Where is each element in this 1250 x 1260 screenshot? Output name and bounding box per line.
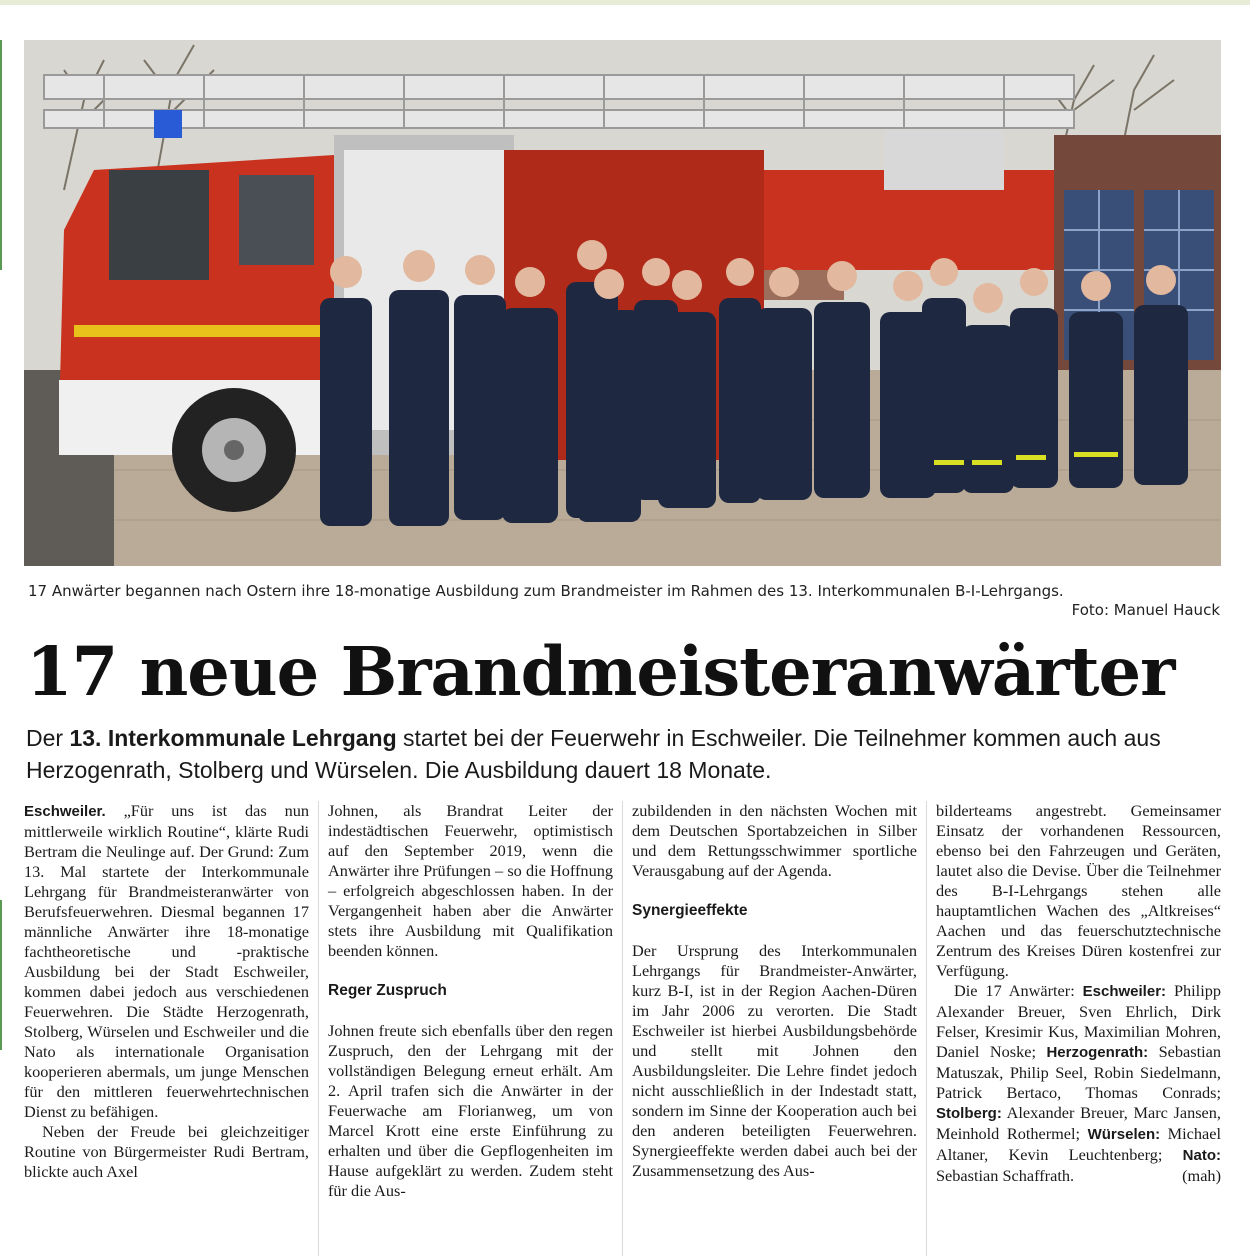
names-stolberg: Alexander Breuer, Marc Jansen, Meinhold Rothermel; [936,1103,1221,1143]
article-body [24,801,1224,1256]
column-3-paragraph-2: Der Ursprung des Interkommunalen Lehrgangs für Brandmeister-Anwärter, kurz B-I, ist in der Region Aachen-Düren im Jahr 2006 zu verorten. Die Stadt Eschweiler ist hierbei Ausbildungsbehörde und stellt mit Johnen den Ausbildungsleiter. Die Lehre findet jedoch nicht ausschließlich in der Indestadt statt, sondern im Sinne der Kooperation auch bei den anderen beteiligten Feuerwehren. Synergieeffekte werden dabei auch bei der Zusammensetzung des Aus- [632,941,917,1180]
headline: 17 neue Brandmeisteranwärter [26,632,1175,711]
photo-caption: 17 Anwärter begannen nach Ostern ihre 18-monatige Ausbildung zum Brandmeister im Rahmen des 13. Interkommunalen B-I-Lehrgangs. [28,582,1064,600]
column-divider-1 [318,801,319,1256]
participant-list [936,981,1221,1186]
city-wuerselen: Würselen: [1087,1126,1161,1143]
lead-text-bold: 13. Interkommunale Lehrgang [69,725,397,751]
column-3-spacer-2 [632,921,917,941]
participant-intro: Die 17 Anwärter: [954,981,1083,1000]
author-initials: (mah) [1182,1166,1221,1185]
column-1-paragraph-2: Neben der Freude bei gleichzeitiger Routine von Bürgermeister Rudi Bertram, blickte auch Axel [24,1122,309,1181]
column-1-text-1: „Für uns ist das nun mittlerweile wirklich Routine“, klärte Rudi Bertram die Neulinge auf. Der Grund: Zum 13. Mal startete der Interkommunale Lehrgang für Brandmeisteranwärter von Berufsfeuerwehren. Diesmal begannen 17 männliche Anwärter ihre 18-monatige fachtheoretische und -praktische Ausbildung bei der Stadt Eschweiler, kommen dabei jedoch aus verschiedenen Feuerwehren. Die Städte Herzogenrath, Stolberg, Würselen und Eschweiler und die Nato als internationale Organisation kooperieren abermals, um junge Menschen für den mittleren feuerwehrtechnischen Dienst zu befähigen. [24,801,309,1121]
column-1-paragraph-1 [24,801,309,1122]
city-stolberg: Stolberg: [936,1105,1002,1122]
column-4 [936,801,1221,1186]
org-nato: Nato: [1182,1147,1221,1164]
lead-paragraph [26,722,1226,786]
city-herzogenrath: Herzogenrath: [1046,1044,1149,1061]
left-accent-line [0,40,2,270]
lead-text-start: Der [26,725,70,751]
column-3-spacer-1 [632,881,917,901]
news-photo-illustration [24,40,1221,566]
news-photo [24,40,1221,566]
page-top-rule [0,0,1250,5]
names-herzogenrath: Sebastian Matuszak, Philip Seel, Robin Siedelmann, Patrick Bertaco, Thomas Conrads; [936,1042,1221,1102]
column-2 [328,801,613,1201]
column-divider-3 [926,801,927,1256]
subheading-synergieeffekte: Synergieeffekte [632,902,748,919]
names-eschweiler: Philipp Alexander Breuer, Sven Ehrlich, Dirk Felser, Kresimir Kus, Maximilian Mohren, Daniel Noske; [936,981,1221,1061]
column-1 [24,801,309,1182]
names-wuerselen: Michael Altaner, Kevin Leuchtenberg; [936,1124,1221,1164]
column-2-spacer-2 [328,1001,613,1021]
column-divider-2 [622,801,623,1256]
city-eschweiler: Eschweiler: [1082,983,1167,1000]
subheading-reger-zuspruch: Reger Zuspruch [328,982,447,999]
dateline: Eschweiler. [24,803,106,820]
column-4-paragraph-1: bilderteams angestrebt. Gemeinsamer Einsatz der vorhandenen Ressourcen, ebenso bei den Fahrzeugen und Geräten, lautet also die Devise. Über die Teilnehmer des B-I-Lehrgangs stehen alle hauptamtlichen Wachen des „Altkreises“ Aachen und das feuerschutztechnische Zentrum des Kreises Düren kostenfrei zur Verfügung. [936,801,1221,980]
photo-credit: Foto: Manuel Hauck [1071,601,1220,619]
column-3 [632,801,917,1181]
column-3-paragraph-1: zubildenden in den nächsten Wochen mit dem Deutschen Sportabzeichen in Silber und dem Rettungsschwimmer sportliche Verausgabung auf der Agenda. [632,801,917,880]
column-2-paragraph-2: Johnen freute sich ebenfalls über den regen Zuspruch, den der Lehrgang mit der vollständigen Belegung erneut erhält. Am 2. April trafen sich die Anwärter in der Feuerwache am Florianweg, um von Marcel Krott eine erste Einführung zu erhalten und über die Gepflogenheiten im Hause aufgeklärt zu werden. Zudem steht für die Aus- [328,1021,613,1200]
column-2-spacer-1 [328,961,613,981]
left-accent-line-lower [0,900,2,1050]
names-nato: Sebastian Schaffrath. [936,1166,1075,1185]
column-2-paragraph-1: Johnen, als Brandrat Leiter der indestädtischen Feuerwehr, optimistisch auf den September 2019, wenn die Anwärter ihre Prüfungen – so die Hoffnung – erfolgreich abgeschlossen haben. In der Vergangenheit haben aber die Anwärter stets ihre Ausbildung mit Qualifikation beenden können. [328,801,613,960]
lead-text-end: startet bei der Feuerwehr in Eschweiler. Die Teilnehmer kommen auch aus Herzogenrath, Stolberg und Würselen. Die Ausbildung dauert 18 Monate. [26,725,1161,783]
